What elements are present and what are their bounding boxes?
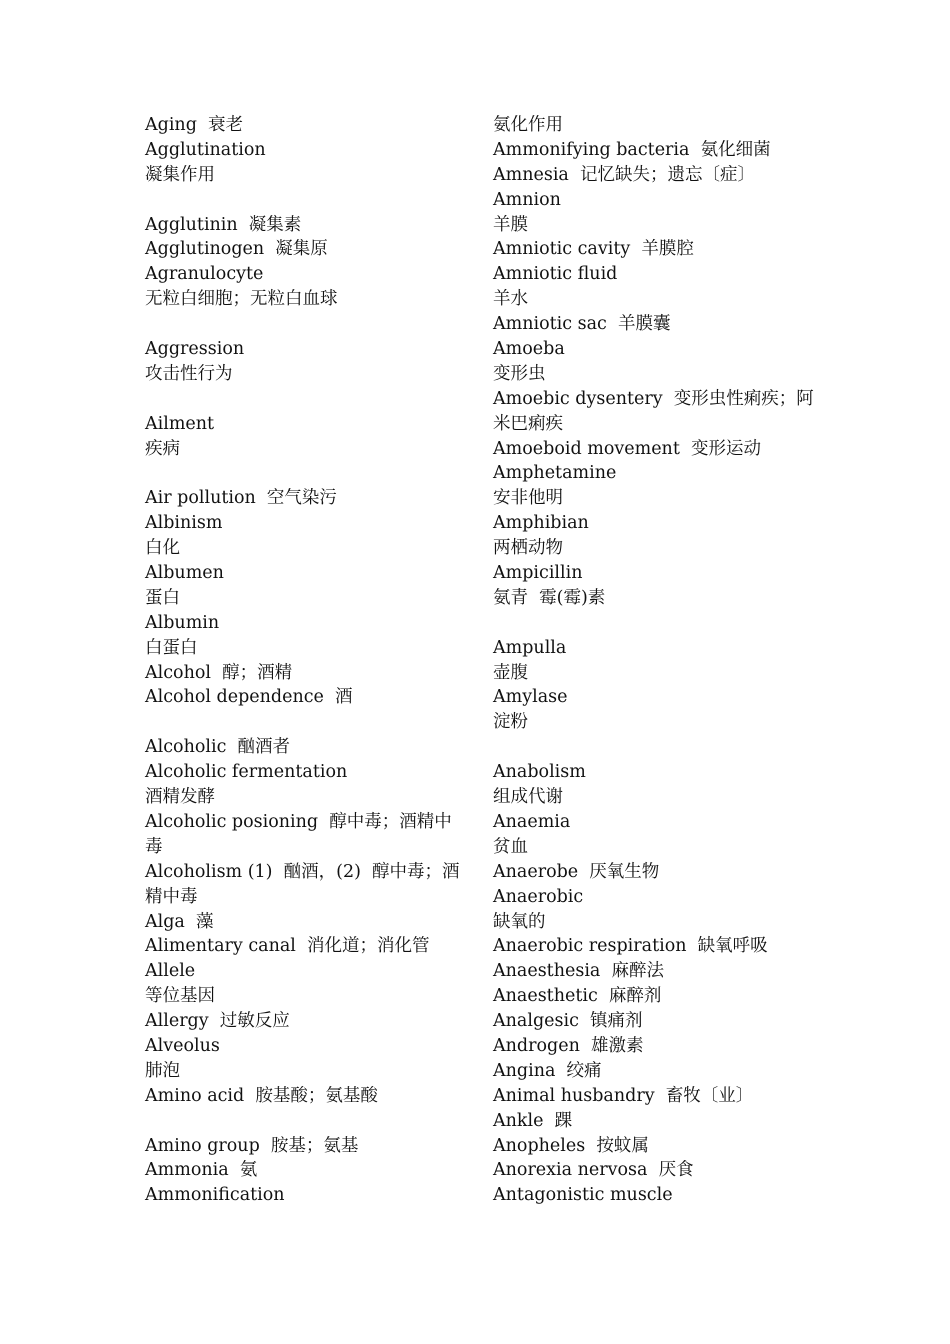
glossary-line: Alcoholism (1) 酗酒，(2) 醇中毒；酒 [145,861,460,882]
glossary-line: Anaesthetic 麻醉剂 [493,986,662,1007]
glossary-line: Ampicillin [493,563,583,584]
glossary-line: Amnesia 记忆缺失；遗忘〔症〕 [493,164,755,185]
glossary-line: Amoeba [493,339,565,360]
glossary-line: Ammonia 氨 [145,1160,258,1181]
glossary-left-column [145,113,465,1208]
glossary-line: 疾病 [145,438,180,459]
glossary-line: Amniotic fluid [493,264,618,285]
glossary-line: Amnion [493,189,561,210]
glossary-line: Alga 藻 [145,911,214,932]
glossary-line: Agglutinin 凝集素 [145,214,302,235]
glossary-line: Ammonifying bacteria 氨化细菌 [493,139,771,160]
glossary-line: Amylase [493,687,568,708]
glossary-line: Air pollution 空气染污 [145,488,337,509]
glossary-line: 凝集作用 [145,164,215,185]
glossary-line: Antagonistic muscle [493,1185,673,1206]
glossary-line: Anaemia [493,811,571,832]
blank-line [493,735,813,760]
glossary-line: Alcoholic fermentation [145,762,348,783]
blank-line [145,710,465,735]
glossary-line: Allele [145,961,196,982]
glossary-line: 羊膜 [493,214,528,235]
glossary-line: 两栖动物 [493,538,563,559]
glossary-line: Animal husbandry 畜牧〔业〕 [493,1085,754,1106]
glossary-line: 精中毒 [145,886,198,907]
glossary-line: Albinism [145,513,223,534]
blank-line [145,1109,465,1134]
glossary-line: Alveolus [145,1035,220,1056]
glossary-line: Anabolism [493,762,586,783]
glossary-line: 变形虫 [493,363,546,384]
glossary-line: Anaerobic respiration 缺氧呼吸 [493,936,768,957]
glossary-line: Aggression [145,339,245,360]
glossary-line: 蛋白 [145,587,180,608]
glossary-line: 氨化作用 [493,115,563,135]
glossary-line: 安非他明 [493,488,563,509]
glossary-line: Amino group 胺基；氨基 [145,1135,359,1156]
glossary-line: Alimentary canal 消化道；消化管 [145,936,430,957]
glossary-line: Ampulla [493,637,567,658]
glossary-line: Amoeboid movement 变形运动 [493,438,761,459]
blank-line [145,188,465,213]
glossary-line: Anopheles 按蚊属 [493,1135,649,1156]
glossary-line: Agglutinogen 凝集原 [145,239,328,260]
glossary-line: 白化 [145,538,180,559]
glossary-line: 淀粉 [493,712,528,733]
glossary-line: Analgesic 镇痛剂 [493,1011,643,1032]
glossary-line: 白蛋白 [145,637,198,658]
glossary-line: 贫血 [493,836,528,857]
glossary-right-column [493,113,813,1208]
glossary-line: Alcohol dependence 酒 [145,687,353,708]
glossary-line: 米巴痢疾 [493,413,563,434]
glossary-line: 氨青 霉(霉)素 [493,587,606,608]
glossary-line: Amniotic cavity 羊膜腔 [493,239,694,260]
glossary-line: Ailment [145,413,215,434]
glossary-line: 攻击性行为 [145,363,233,384]
glossary-line: Amniotic sac 羊膜囊 [493,314,671,335]
glossary-line: Albumin [145,612,220,633]
glossary-line: Alcoholic 酗酒者 [145,737,290,758]
glossary-line: Amphetamine [493,463,617,484]
glossary-line: 毒 [145,836,163,857]
glossary-line: Agglutination [145,139,266,160]
glossary-line: Amoebic dysentery 变形虫性痢疾；阿 [493,388,814,409]
glossary-line: 酒精发酵 [145,787,215,808]
glossary-line: 缺氧的 [493,911,546,932]
glossary-line: Angina 绞痛 [493,1060,602,1081]
glossary-line: Alcohol 醇；酒精 [145,662,293,683]
glossary-line: Allergy 过敏反应 [145,1011,290,1032]
glossary-line: Ankle 踝 [493,1110,573,1131]
glossary-line: Anaesthesia 麻醉法 [493,961,664,982]
glossary-line: Androgen 雄激素 [493,1035,644,1056]
glossary-line: 羊水 [493,289,528,310]
glossary-line: 等位基因 [145,986,215,1007]
glossary-line: Anaerobe 厌氧生物 [493,861,660,882]
glossary-line: Amino acid 胺基酸；氨基酸 [145,1085,378,1106]
blank-line [145,312,465,337]
glossary-line: Amphibian [493,513,589,534]
glossary-line: 无粒白细胞；无粒白血球 [145,289,338,310]
glossary-line: 壶腹 [493,662,528,683]
glossary-line: Anorexia nervosa 厌食 [493,1160,694,1181]
blank-line [493,611,813,636]
glossary-line: Albumen [145,563,224,584]
glossary-line: Anaerobic [493,886,584,907]
glossary-line: Agranulocyte [145,264,264,285]
glossary-line: Aging 衰老 [145,115,244,135]
glossary-line: 肺泡 [145,1060,180,1081]
blank-line [145,461,465,486]
glossary-line: Ammonification [145,1185,285,1206]
blank-line [145,387,465,412]
glossary-line: Alcoholic posioning 醇中毒；酒精中 [145,811,452,832]
glossary-line: 组成代谢 [493,787,563,808]
